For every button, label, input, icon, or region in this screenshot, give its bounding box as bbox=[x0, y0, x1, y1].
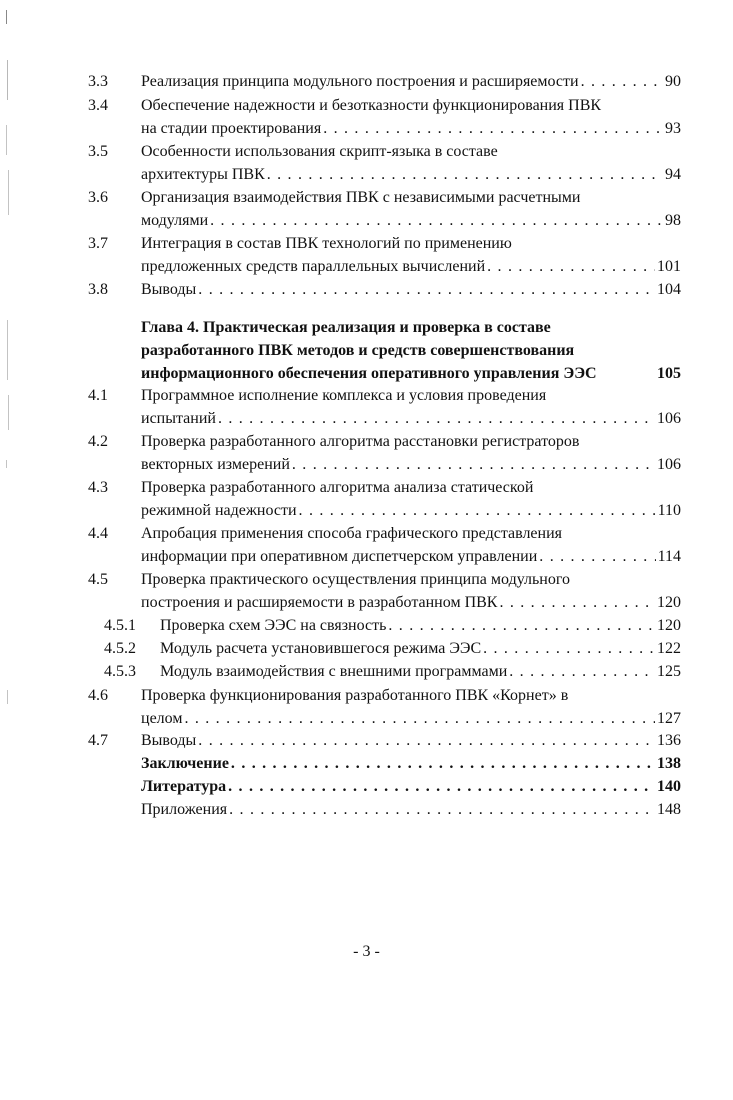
scan-artifact bbox=[7, 320, 8, 380]
toc-entry-number: 4.5 bbox=[88, 571, 108, 588]
toc-entry bbox=[0, 522, 733, 568]
toc-entry-page: 106 bbox=[657, 456, 681, 473]
chapter-heading-line: Глава 4. Практическая реализация и проверка в составе bbox=[141, 319, 551, 336]
toc-entry-title: Организация взаимодействия ПВК с независимыми расчетными bbox=[141, 189, 581, 206]
toc-entry-number: 4.5.3 bbox=[104, 663, 136, 680]
toc-entry-page: 136 bbox=[657, 732, 681, 749]
toc-entry-number: 3.5 bbox=[88, 143, 108, 160]
toc-entry-title-cont: на стадии проектирования bbox=[141, 120, 322, 137]
toc-entry bbox=[0, 186, 733, 232]
toc-entry-title: Интеграция в состав ПВК технологий по применению bbox=[141, 235, 512, 252]
toc-entry-title-cont: режимной надежности bbox=[141, 502, 297, 519]
toc-entry-number: 3.4 bbox=[88, 97, 108, 114]
toc-entry-title: Модуль расчета установившегося режима ЭЭС bbox=[160, 640, 482, 657]
toc-closing-page: 138 bbox=[657, 755, 681, 772]
toc-entry bbox=[0, 94, 733, 140]
toc-entry-title-cont: модулями bbox=[141, 212, 209, 229]
toc-entry bbox=[0, 384, 733, 430]
chapter-page: 105 bbox=[657, 365, 681, 382]
chapter-heading bbox=[141, 316, 681, 385]
toc-entry bbox=[0, 232, 733, 278]
toc-entry-number: 3.7 bbox=[88, 235, 108, 252]
chapter-heading-line: разработанного ПВК методов и средств совершенствования bbox=[141, 342, 575, 359]
scan-artifact bbox=[6, 460, 7, 468]
toc-entry-number: 4.6 bbox=[88, 687, 108, 704]
toc-entry-title-cont: испытаний bbox=[141, 410, 216, 427]
toc-entry bbox=[0, 70, 733, 93]
toc-entry-title: Выводы bbox=[141, 732, 197, 749]
toc-entry-title: Модуль взаимодействия с внешними программами bbox=[160, 663, 508, 680]
toc-entry-title: Реализация принципа модульного построения и расширяемости bbox=[141, 73, 579, 90]
toc-entry-title: Апробация применения способа графического представления bbox=[141, 525, 563, 542]
toc-entry-title: Программное исполнение комплекса и условия проведения bbox=[141, 387, 547, 404]
toc-entry-title: Особенности использования скрипт-языка в составе bbox=[141, 143, 498, 160]
toc-closing-entry bbox=[0, 798, 733, 821]
scan-artifact bbox=[7, 60, 8, 100]
toc-entry-number: 4.3 bbox=[88, 479, 108, 496]
toc-closing-page: 148 bbox=[657, 801, 681, 818]
scan-artifact bbox=[6, 10, 7, 24]
toc-closing-title: Приложения bbox=[141, 801, 228, 818]
chapter-heading-line: информационного обеспечения оперативного управления ЭЭС bbox=[141, 365, 597, 382]
scan-artifact bbox=[8, 170, 9, 215]
toc-closing-title: Литература bbox=[141, 778, 227, 795]
toc-entry-title-cont: построения и расширяемости в разработанном ПВК bbox=[141, 594, 498, 611]
toc-entry-page: 120 bbox=[657, 617, 681, 634]
toc-entry-number: 4.7 bbox=[88, 732, 108, 749]
toc-entry-number: 3.8 bbox=[88, 281, 108, 298]
toc-entry bbox=[0, 476, 733, 522]
toc-closing-entry bbox=[0, 752, 733, 775]
scan-artifact bbox=[7, 690, 8, 704]
toc-closing-page: 140 bbox=[657, 778, 681, 795]
toc-entry-page: 93 bbox=[665, 120, 681, 137]
toc-entry-title-cont: целом bbox=[141, 710, 183, 727]
toc-entry-page: 122 bbox=[657, 640, 681, 657]
toc-entry-page: 125 bbox=[657, 663, 681, 680]
toc-entry bbox=[0, 568, 733, 614]
toc-entry-page: 127 bbox=[657, 710, 681, 727]
toc-entry-number: 4.5.1 bbox=[104, 617, 136, 634]
toc-entry-number: 4.4 bbox=[88, 525, 108, 542]
toc-entry-title-cont: архитектуры ПВК bbox=[141, 166, 265, 183]
toc-closing-title: Заключение bbox=[141, 755, 229, 772]
toc-entry bbox=[0, 140, 733, 186]
toc-entry-title: Проверка функционирования разработанного ПВК «Корнет» в bbox=[141, 687, 569, 704]
toc-entry-title: Проверка схем ЭЭС на связность bbox=[160, 617, 387, 634]
toc-entry-title-cont: информации при оперативном диспетчерском управлении bbox=[141, 548, 538, 565]
toc-entry-number: 4.5.2 bbox=[104, 640, 136, 657]
toc-entry-page: 90 bbox=[665, 73, 681, 90]
toc-entry bbox=[0, 430, 733, 476]
toc-entry-title-cont: векторных измерений bbox=[141, 456, 290, 473]
toc-entry-title: Проверка практического осуществления принципа модульного bbox=[141, 571, 571, 588]
toc-entry-number: 4.1 bbox=[88, 387, 108, 404]
toc-entry-number: 3.6 bbox=[88, 189, 108, 206]
toc-entry-page: 114 bbox=[657, 548, 681, 565]
toc-entry-title: Выводы bbox=[141, 281, 197, 298]
toc-entry-page: 106 bbox=[657, 410, 681, 427]
toc-entry bbox=[0, 684, 733, 730]
toc-entry-page: 120 bbox=[657, 594, 681, 611]
toc-entry bbox=[0, 660, 733, 683]
page-number: - 3 - bbox=[353, 943, 380, 960]
toc-entry-page: 110 bbox=[657, 502, 681, 519]
toc-entry bbox=[0, 637, 733, 660]
toc-closing-entry bbox=[0, 775, 733, 798]
scan-artifact bbox=[6, 125, 7, 155]
toc-entry bbox=[0, 278, 733, 301]
scan-artifact bbox=[8, 395, 9, 430]
toc-entry bbox=[0, 614, 733, 637]
toc-entry-page: 98 bbox=[665, 212, 681, 229]
toc-entry-page: 101 bbox=[657, 258, 681, 275]
toc-entry-title: Проверка разработанного алгоритма расстановки регистраторов bbox=[141, 433, 580, 450]
toc-entry-title: Проверка разработанного алгоритма анализа статической bbox=[141, 479, 534, 496]
toc-entry-title: Обеспечение надежности и безотказности функционирования ПВК bbox=[141, 97, 602, 114]
toc-entry bbox=[0, 729, 733, 752]
toc-entry-number: 4.2 bbox=[88, 433, 108, 450]
toc-entry-title-cont: предложенных средств параллельных вычислений bbox=[141, 258, 486, 275]
toc-entry-page: 94 bbox=[665, 166, 681, 183]
toc-entry-number: 3.3 bbox=[88, 73, 108, 90]
toc-entry-page: 104 bbox=[657, 281, 681, 298]
